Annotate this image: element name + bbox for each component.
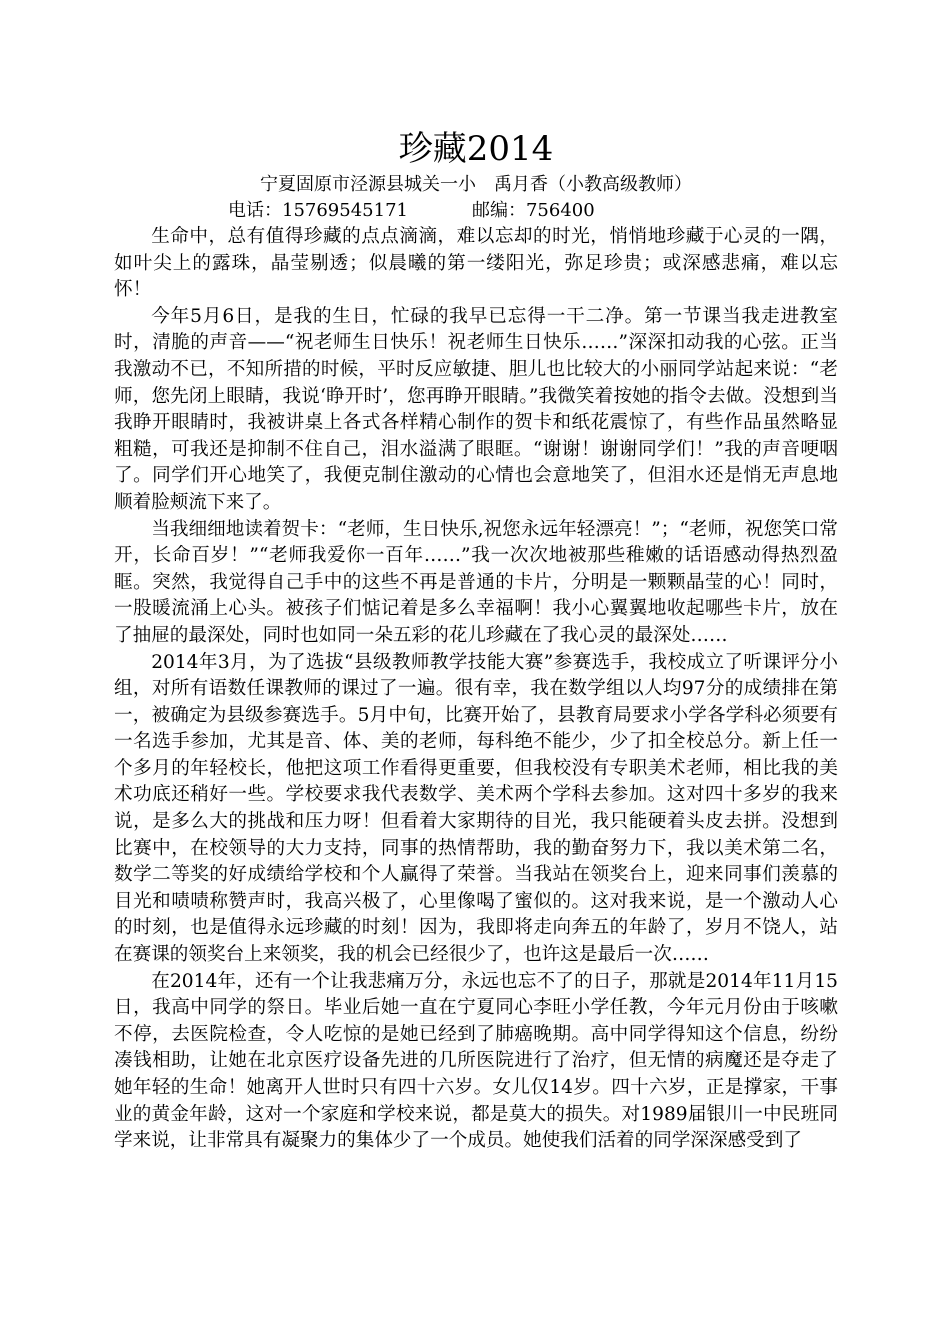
body-paragraph: 生命中，总有值得珍藏的点点滴滴，难以忘却的时光，悄悄地珍藏于心灵的一隅，如叶尖上的露珠，晶莹剔透；似晨曦的第一缕阳光，弥足珍贵；或深感悲痛，难以忘怀！: [114, 226, 838, 301]
body-paragraph: 2014年3月，为了选拔“县级教师教学技能大赛”参赛选手，我校成立了听课评分小组，对所有语数任课教师的课过了一遍。很有幸，我在数学组以人均97分的成绩排在第一，被确定为县级参赛选手。5月中旬，比赛开始了，县教育局要求小学各学科必须要有一名选手参加，尤其是音、体、美的老师，每科绝不能少，少了扣全校总分。新上任一个多月的年轻校长，他把这项工作看得更重要，但我校没有专职美术老师，相比我的美术功底还稍好一些。学校要求我代表数学、美术两个学科去参加。这对四十多岁的我来说，是多么大的挑战和压力呀！但看着大家期待的目光，我只能硬着头皮去拼。没想到比赛中，在校领导的大力支持，同事的热情帮助，我的勤奋努力下，我以美术第二名，数学二等奖的好成绩给学校和个人赢得了荣誉。当我站在领奖台上，迎来同事们羡慕的目光和啧啧称赞声时，我高兴极了，心里像喝了蜜似的。这对我来说，是一个激动人心的时刻，也是值得永远珍藏的时刻！因为，我即将走向奔五的年龄了，岁月不饶人，站在赛课的领奖台上来领奖，我的机会已经很少了，也许这是最后一次……: [114, 651, 838, 966]
body-paragraph: 在2014年，还有一个让我悲痛万分，永远也忘不了的日子，那就是2014年11月15日，我高中同学的祭日。毕业后她一直在宁夏同心李旺小学任教，今年元月份由于咳嗽不停，去医院检查，令人吃惊的是她已经到了肺癌晚期。高中同学得知这个信息，纷纷凑钱相助，让她在北京医疗设备先进的几所医院进行了治疗，但无情的病魔还是夺走了她年轻的生命！她离开人世时只有四十六岁。女儿仅14岁。四十六岁，正是撑家，干事业的黄金年龄，这对一个家庭和学校来说，都是莫大的损失。对1989届银川一中民班同学来说，让非常具有凝聚力的集体少了一个成员。她使我们活着的同学深深感受到了: [114, 970, 838, 1152]
contact-postcode: 邮编：756400: [471, 200, 595, 221]
contact-phone: 电话：15769545171: [228, 200, 408, 221]
author-name: 禹月香（小教高级教师）: [494, 174, 692, 195]
author-school: 宁夏固原市泾源县城关一小: [260, 174, 476, 195]
body-paragraph: 今年5月6日，是我的生日，忙碌的我早已忘得一干二净。第一节课当我走进教室时，清脆的声音——“祝老师生日快乐！祝老师生日快乐……”深深扣动我的心弦。正当我激动不已，不知所措的时候，平时反应敏捷、胆儿也比较大的小丽同学站起来说：“老师，您先闭上眼睛，我说‘睁开时’，您再睁开眼睛。”我微笑着按她的指令去做。没想到当我睁开眼睛时，我被讲桌上各式各样精心制作的贺卡和纸花震惊了，有些作品虽然略显粗糙，可我还是抑制不住自己，泪水溢满了眼眶。“谢谢！谢谢同学们！”我的声音哽咽了。同学们开心地笑了，我便克制住激动的心情也会意地笑了，但泪水还是悄无声息地顺着脸颊流下来了。: [114, 305, 838, 513]
document-page: [114, 126, 838, 1155]
author-line: [114, 172, 838, 198]
body-paragraph: 当我细细地读着贺卡：“老师，生日快乐,祝您永远年轻漂亮！”；“老师，祝您笑口常开，长命百岁！”“老师我爱你一百年……”我一次次地被那些稚嫩的话语感动得热烈盈眶。突然，我觉得自己手中的这些不再是普通的卡片，分明是一颗颗晶莹的心！同时，一股暖流涌上心头。被孩子们惦记着是多么幸福啊！我小心翼翼地收起哪些卡片，放在了抽屉的最深处，同时也如同一朵五彩的花儿珍藏在了我心灵的最深处……: [114, 518, 838, 646]
document-title: 珍藏2014: [398, 129, 554, 169]
contact-line: [114, 198, 838, 224]
